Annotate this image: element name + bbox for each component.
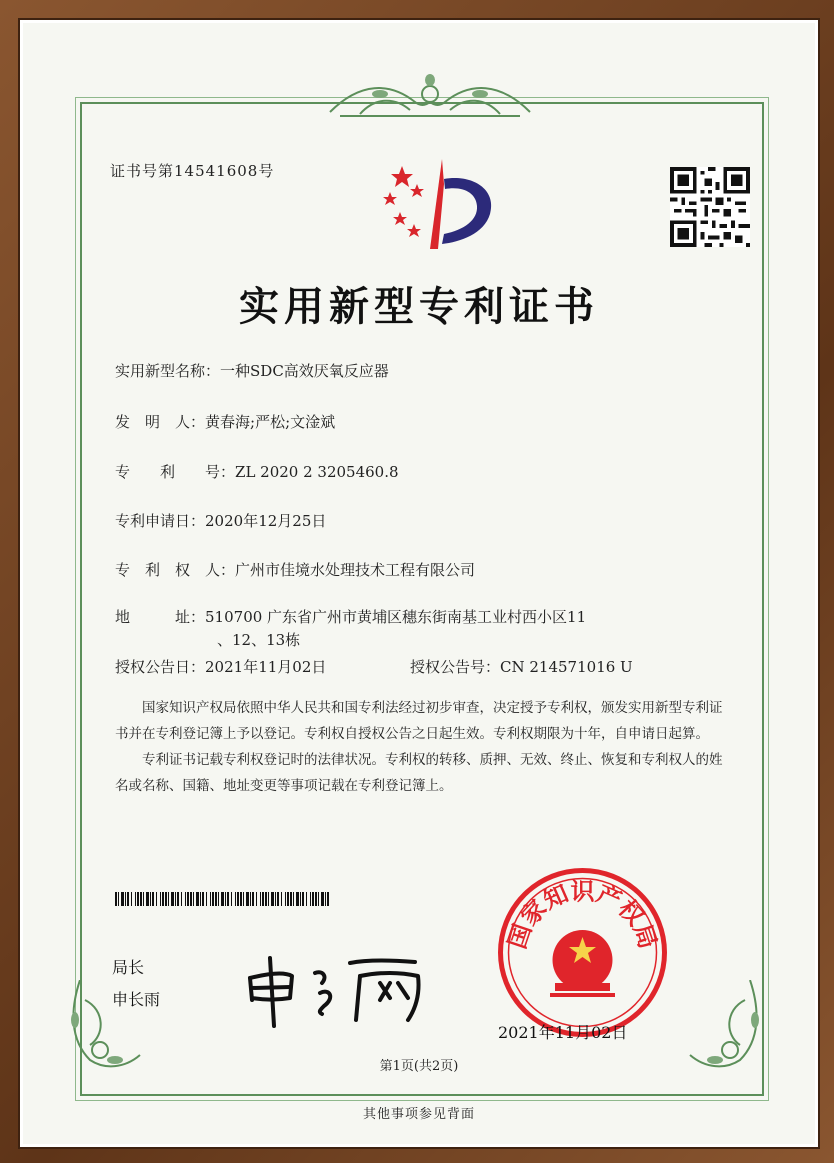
- certificate-title: 实用新型专利证书: [239, 284, 599, 330]
- body-paragraph-1: 国家知识产权局依照中华人民共和国专利法经过初步审查，决定授予专利权，颁发实用新型专利证书并在专利登记簿上予以登记。专利权自授权公告之日起生效。专利权期限为十年，自申请日起算。: [115, 700, 723, 742]
- utility-model-name-row: [115, 360, 389, 381]
- grant-number-row: [410, 656, 633, 677]
- barcode: [115, 892, 330, 906]
- director-block: [112, 952, 160, 1016]
- patent-number-label: 专 利 号：: [115, 463, 236, 481]
- certificate-paper: [18, 18, 820, 1149]
- address-row: [115, 606, 586, 627]
- director-name: 申长雨: [112, 990, 161, 1009]
- director-title: 局长: [112, 958, 145, 977]
- seal-text: 国家知识产权局: [502, 877, 663, 953]
- address-value-line2: 、12、13栋: [217, 631, 301, 649]
- filing-date-row: [115, 510, 326, 531]
- page-number: 第1页(共2页): [379, 1059, 459, 1074]
- cnipa-logo-icon: [372, 154, 502, 254]
- utility-model-name-value: 一种SDC高效厌氧反应器: [220, 362, 389, 380]
- grant-date-row: [115, 656, 326, 677]
- footer-note: 其他事项参见背面: [362, 1107, 475, 1122]
- certificate-body: [115, 695, 730, 799]
- director-signature: [240, 938, 440, 1028]
- patentee-label: 专 利 权 人：: [115, 561, 236, 579]
- seal-date: 2021年11月02日: [498, 1023, 628, 1042]
- patentee-row: [115, 559, 475, 580]
- grant-date-label: 授权公告日：: [115, 658, 206, 676]
- grant-date-value: 2021年11月02日: [205, 658, 327, 676]
- filing-date-label: 专利申请日：: [115, 512, 206, 530]
- address-label: 地 址：: [115, 608, 206, 626]
- address-value-line1: 510700 广东省广州市黄埔区穗东街南基工业村西小区11: [205, 608, 587, 626]
- certificate-number: 证书号第14541608号: [110, 162, 275, 180]
- qr-code: [670, 167, 750, 247]
- patent-number-row: [115, 461, 399, 482]
- top-ornament: [320, 72, 540, 124]
- filing-date-value: 2020年12月25日: [205, 512, 327, 530]
- inventor-value: 黄春海;严松;文淦斌: [205, 413, 336, 431]
- patent-number-value: ZL 2020 2 3205460.8: [235, 463, 399, 481]
- official-seal: [495, 865, 670, 1040]
- grant-number-label: 授权公告号：: [410, 658, 501, 676]
- body-paragraph-2: 专利证书记载专利权登记时的法律状况。专利权的转移、质押、无效、终止、恢复和专利权人的姓名或名称、国籍、地址变更等事项记载在专利登记簿上。: [115, 752, 723, 794]
- inventor-label: 发 明 人：: [115, 413, 206, 431]
- grant-number-value: CN 214571016 U: [500, 658, 633, 676]
- utility-model-name-label: 实用新型名称：: [115, 362, 221, 380]
- inventor-row: [115, 411, 335, 432]
- patentee-value: 广州市佳境水处理技术工程有限公司: [235, 561, 476, 579]
